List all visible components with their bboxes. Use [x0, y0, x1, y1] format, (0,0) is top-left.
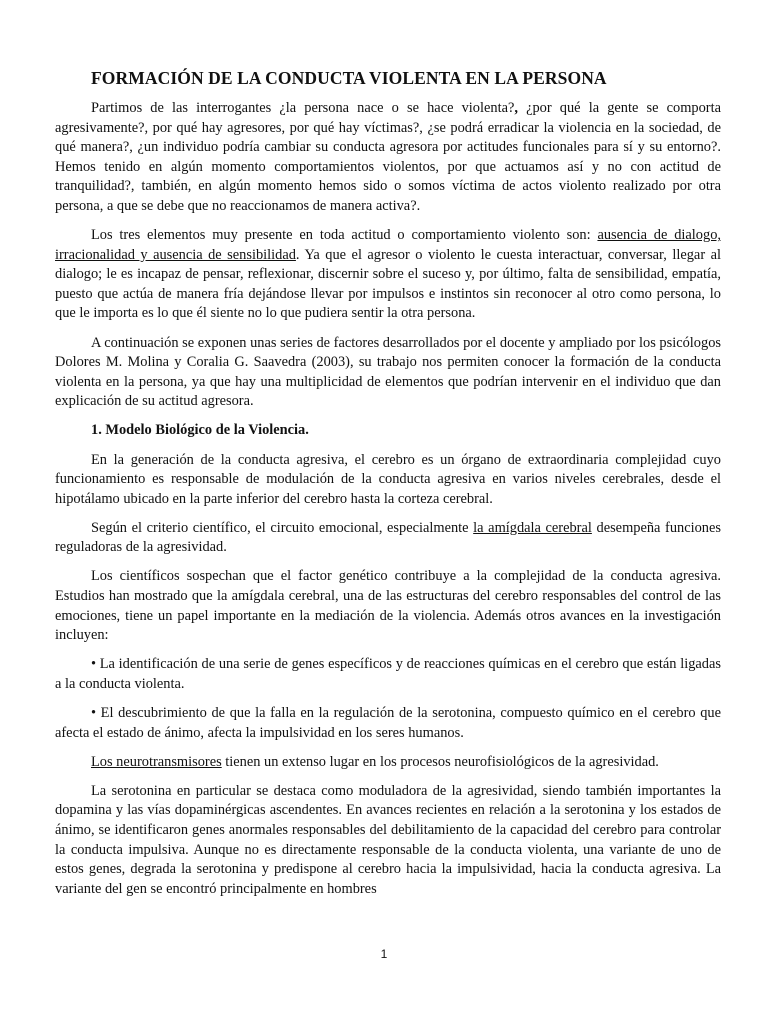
section-heading-biological-model: 1. Modelo Biológico de la Violencia.: [91, 422, 309, 439]
paragraph-text: Partimos de las interrogantes ¿la persona nace o se hace violenta?: [91, 100, 515, 116]
underlined-text: Los neurotransmisores: [91, 753, 222, 770]
underlined-text: la amígdala cerebral: [473, 519, 592, 536]
paragraph-text: tienen un extenso lugar en los procesos neurofisiológicos de la agresividad.: [221, 753, 659, 770]
paragraph-text: desempeña funciones reguladoras de la agresividad.: [55, 519, 721, 556]
paragraph-factors: A continuación se exponen unas series de factores desarrollados por el docente y ampliado por los psicólogos Dolores M. Molina y Coralia G. Saavedra (2003), su trabajo nos permiten conocer la formación de la conducta violenta en la persona, ya que hay una multiplicidad de elementos que podrían intervenir en el individuo que dan explicación de su actitud agresora.: [55, 334, 721, 410]
paragraph-genetic-factor: Los científicos sospechan que el factor genético contribuye a la complejidad de la conducta agresiva. Estudios han mostrado que la amígdala cerebral, una de las estructuras del cerebro responsables del control de las emociones, tiene un papel importante en la mediación de la violencia. Además otros avances en la investigación incluyen:: [55, 568, 721, 644]
paragraph-intro-questions: [55, 99, 721, 217]
paragraph-text: Los tres elementos muy presente en toda actitud o comportamiento violento son:: [91, 227, 598, 244]
bullet-item-genes: • La identificación de una serie de genes específicos y de reacciones químicas en el cerebro que están ligadas a la conducta violenta.: [55, 656, 721, 692]
paragraph-text: ¿por qué la gente se comporta agresivamente?, por qué hay agresores, por qué hay víctimas?, ¿se podrá erradicar la violencia en la sociedad, de qué manera?, ¿un individuo podría cambiar su conducta agresora por actitudes funcionales para sí y su entorno?. Hemos tenido en algún momento comportamientos violentos, por que actuamos así y no con actitud de tranquilidad?, también, en algún momento hemos sido o somos víctima de actos violento realizado por otra persona, a que se debe que no reaccionamos de manera activa?.: [55, 100, 721, 214]
document-title: FORMACIÓN DE LA CONDUCTA VIOLENTA EN LA PERSONA: [91, 68, 607, 88]
paragraph-text: ,: [514, 100, 518, 116]
paragraph-brain: En la generación de la conducta agresiva, el cerebro es un órgano de extraordinaria complejidad cuyo funcionamiento es responsable de modulación de la conducta agresiva en varios niveles cerebrales, desde el hipotálamo ubicado en la parte inferior del cerebro hasta la corteza cerebral.: [55, 451, 721, 507]
paragraph-neurotransmitters: [55, 753, 721, 773]
paragraph-three-elements: [55, 226, 721, 324]
paragraph-text: . Ya que el agresor o violento le cuesta interactuar, conversar, llegar al dialogo; le es incapaz de pensar, reflexionar, discernir sobre el suceso y, por último, falta de sensibilidad, empatía, puesto que actúa de manera fría dejándose llevar por impulsos e instintos sin reconocer al otro como persona, lo que le importa es lo que él siente no lo que pudiera sentir la otra persona.: [55, 246, 721, 322]
bullet-item-serotonin: • El descubrimiento de que la falla en la regulación de la serotonina, compuesto químico en el cerebro que afecta el estado de ánimo, afecta la impulsividad en los seres humanos.: [55, 705, 721, 741]
paragraph-text: Según el criterio científico, el circuito emocional, especialmente: [91, 519, 474, 536]
paragraph-serotonin: La serotonina en particular se destaca como moduladora de la agresividad, siendo también importantes la dopamina y las vías dopaminérgicas ascendentes. En avances recientes en relación a la serotonina y los estados de ánimo, se identificaron genes anormales responsables del debilitamiento de la capacidad del cerebro para controlar la conducta impulsiva. Aunque no es directamente responsable de la conducta violenta, una variante de uno de estos genes, degrada la serotonina y predispone al cerebro hacia la impulsividad, hacia la conducta agresiva. La variante del gen se encontró principalmente en hombres: [55, 782, 721, 897]
paragraph-amygdala: [55, 519, 721, 558]
page-number: 1: [380, 947, 388, 961]
underlined-text: ausencia de dialogo, irracionalidad y ausencia de sensibilidad: [55, 227, 721, 263]
